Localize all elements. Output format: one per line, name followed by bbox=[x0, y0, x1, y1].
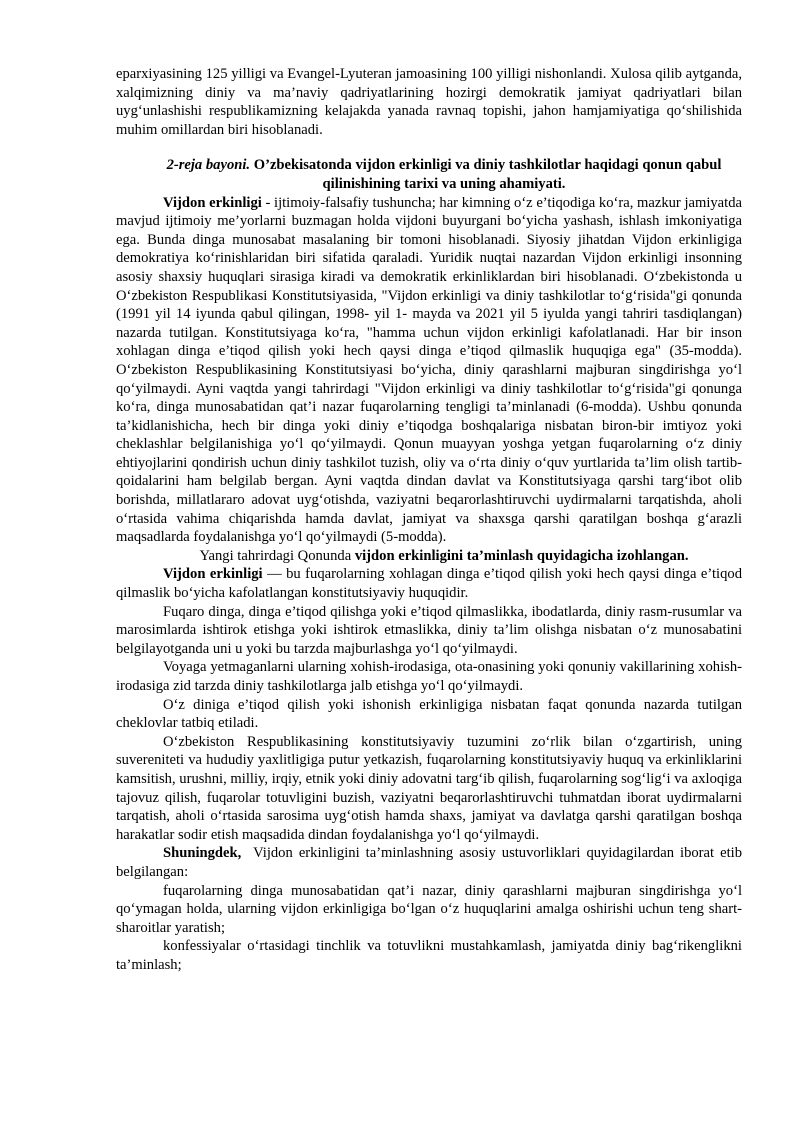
body-paragraph: Voyaga yetmaganlarni ularning xohish-irodasiga, ota-onasining yoki qonuniy vakillarining xohish-irodasiga zid tarzda diniy tashkilotlarga jalb etishga yo‘l qo‘yilmaydi. bbox=[116, 659, 742, 694]
body-paragraph: O‘z diniga e’tiqod qilish yoki ishonish erkinligiga nisbatan faqat qonunda nazarda tutilgan cheklovlar tatbiq etiladi. bbox=[116, 696, 742, 732]
law-definition-term: Vijdon erkinligi bbox=[163, 566, 263, 583]
priorities-paragraph bbox=[116, 844, 746, 881]
new-law-lead: Yangi tahrirdagi Qonunda bbox=[199, 547, 355, 564]
body-paragraph: O‘zbekiston Respublikasining konstitutsiyaviy tuzumini zo‘rlik bilan o‘zgartirish, uning suvereniteti va hududiy yaxlitligiga putur yetkazish, fuqarolarning konstitutsiyaviy huquq va erkinliklarini kamsitish, urushni, milliy, irqiy, etnik yoki diniy adovatni targ‘ib qilish, fuqarolarning sog‘lig‘i va axloqiga tajovuz qilish, fuqarolar totuvligini buzish, vaziyatni beqarorlashtiruvchi tuhmatdan iborat uydirmalarni tarqatish, aholi o‘rtasida sarosima uyg‘otish hamda shaxs, jamiyat va davlatga qarshi qaratilgan boshqa harakatlar sodir etish maqsadida dindan foydalanishga yo‘l qo‘yilmaydi. bbox=[116, 733, 742, 843]
definition-text: - ijtimoiy-falsafiy tushuncha; har kimning o‘z e’tiqodiga ko‘ra, mazkur jamiyatda mavjud ijtimoiy me’yorlarni buzmagan holda vijdoni buyurgani bo‘yicha yashash, ishlash imkoniyatiga ega. Bunda dinga munosabat masalaning bir tomoni hisoblanadi. Siyosiy jihatdan Vijdon erkinligiga demokratiya ko‘rinishlaridan biri sifatida qaraladi. Yuridik nuqtai nazardan Vijdon erkinligi insonning asosiy shaxsiy huquqlari sirasiga kiradi va demokratik erkinliklardan biri hisoblanadi. O‘zbekistonda u O‘zbekiston Respublikasi Konstitutsiyasida, "Vijdon erkinligi va diniy tashkilotlar to‘g‘risida"gi qonunda (1991 yil 14 iyunda qabul qilingan, 1998- yil 1- mayda va 2021 yil 5 iyulda yangi tahriri tasdiqlangan) nazarda tutilgan. Konstitutsiyaga ko‘ra, "hamma uchun vijdon erkinligi kafolatlanadi. Har bir inson xohlagan dinga e’tiqod qilish yoki hech qaysi dinga e’tiqod qilmaslik huquqiga ega" (35-modda). O‘zbekiston Respublikasining Konstitutsiyasi bo‘yicha, diniy qarashlarni majburan singdirishga yo‘l qo‘yilmaydi. Ayni vaqtda yangi tahrirdagi "Vijdon erkinligi va diniy tashkilotlar to‘g‘risida"gi qonunga ko‘ra, dinga munosabatidan qat’i nazar fuqarolarning tengligi ta’minlanadi (6-modda). Ushbu qonunda ta’kidlanishicha, hech bir dinga yoki diniy e’tiqodga boshqalariga nisbatan biron-bir imtiyoz yoki cheklashlar belgilanishiga yo‘l qo‘yilmaydi. Qonun muayyan yoshga yetgan fuqarolarning o‘z diniy ehtiyojlarini qondirish uchun diniy tashkilot tuzish, oliy va o‘rta diniy o‘quv yurtlarida ta’lim olish tartib-qoidalarini ham belgilab bergan. Ayni vaqtda dindan davlat va Konstitutsiyaga qarshi targ‘ibot olib borishda, millatlararo adovat uyg‘otishda, vaziyatni beqarorlashtiruvchi uydirmalarni tarqatishda, aholi o‘rtasida vahima chiqarishda hamda davlat, jamiyat va shaxsga qarshi qaratilgan boshqa g‘arazli maqsadlarda foydalanishga yo‘l qo‘yilmaydi (5-modda). bbox=[116, 194, 742, 546]
body-paragraph: Fuqaro dinga, dinga e’tiqod qilishga yoki e’tiqod qilmaslikka, ibodatlarda, diniy rasm-rusumlar va marosimlarda ishtirok etishga yoki ishtirok etmaslikka, diniy ta’lim olishga nisbatan o‘z munosabatini belgilayotganda uni u yoki bu tarzda majburlashga yo‘l qo‘yilmaydi. bbox=[116, 603, 742, 657]
priorities-text: Vijdon erkinligini ta’minlashning asosiy ustuvorliklari quyidagilardan iborat etib belgilangan: bbox=[116, 845, 746, 880]
intro-paragraph: eparxiyasining 125 yilligi va Evangel-Lyuteran jamoasining 100 yilligi nishonlandi. Xulosa qilib aytganda, xalqimizning diniy va ma’naviy qadriyatlarining hozirgi demokratik jamiyat qadriyatlari bilan uyg‘unlashishi respublikamizning kelajakda yanada ravnaq topishi, jahon hamjamiyatiga qo‘shilishida muhim omillardan biri hisoblanadi. bbox=[116, 66, 742, 138]
definition-paragraph bbox=[116, 194, 742, 547]
law-definition-paragraph bbox=[116, 565, 742, 602]
list-item: konfessiyalar o‘rtasidagi tinchlik va totuvlikni mustahkamlash, jamiyatda diniy bag‘rikenglikni ta’minlash; bbox=[116, 938, 742, 973]
priorities-lead: Shuningdek, bbox=[163, 845, 242, 862]
section-title: O’zbekisatonda vijdon erkinligi va diniy tashkilotlar haqidagi qonun qabul qilinishining tarixi va uning ahamiyati. bbox=[253, 157, 722, 192]
section-heading bbox=[116, 156, 742, 193]
list-item: fuqarolarning dinga munosabatidan qat’i nazar, diniy qarashlarni majburan singdirishga yo‘l qo‘ymagan holda, ularning vijdon erkinligiga bo‘lgan o‘z huquqlarini amalga oshirishi uchun teng shart-sharoitlar yaratish; bbox=[116, 882, 742, 936]
new-law-line bbox=[116, 547, 742, 566]
definition-term: Vijdon erkinligi bbox=[163, 194, 262, 211]
plan-label: 2-reja bayoni. bbox=[166, 157, 251, 174]
law-definition-text: — bu fuqarolarning xohlagan dinga e’tiqod qilish yoki hech qaysi dinga e’tiqod qilmaslik bo‘yicha kafolatlangan konstitutsiyaviy huquqidir. bbox=[116, 566, 742, 602]
new-law-bold: vijdon erkinligini ta’minlash quyidagicha izohlangan. bbox=[354, 547, 689, 564]
